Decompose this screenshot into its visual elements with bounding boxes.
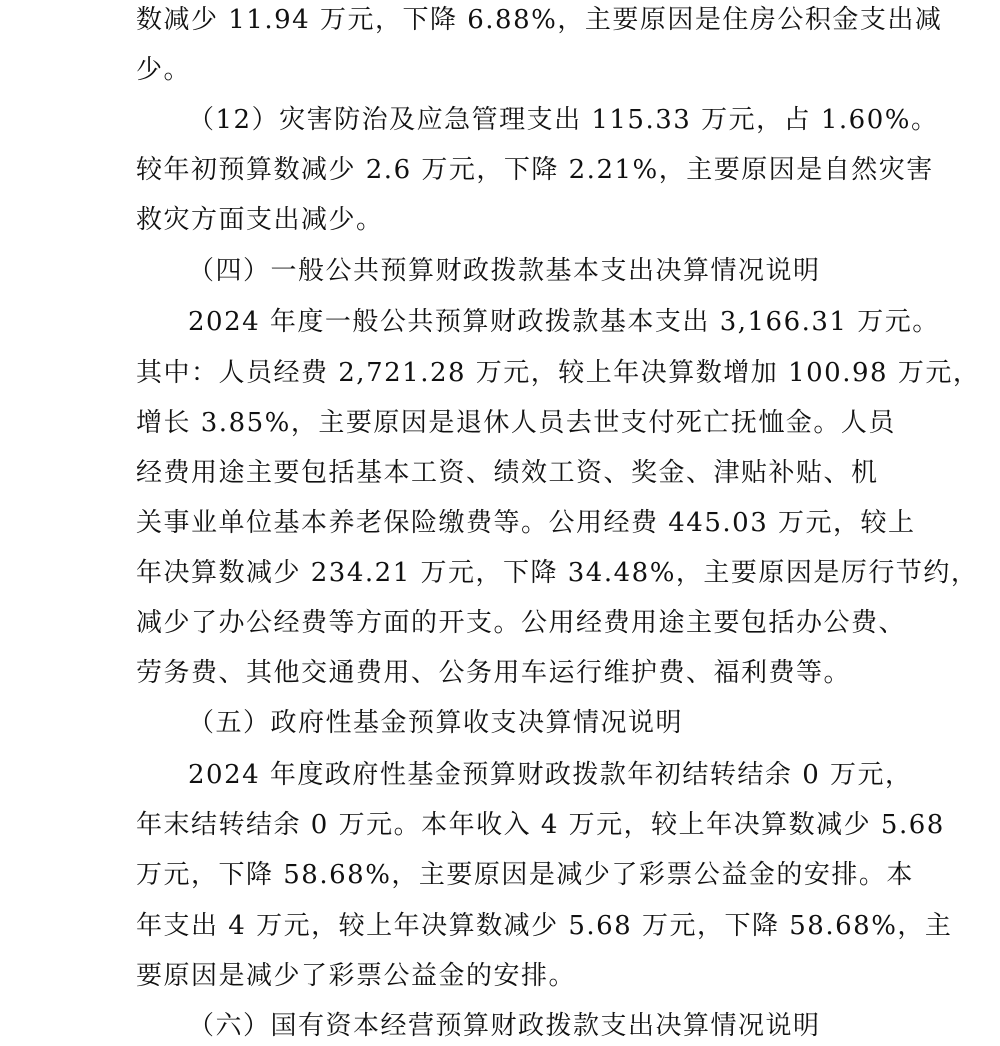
text-line: 2024 年度一般公共预算财政拨款基本支出 3,166.31 万元。 [188,307,940,337]
text-line: 减少了办公经费等方面的开支。公用经费用途主要包括办公费、 [136,608,907,638]
text-line: 万元，下降 58.68%，主要原因是减少了彩票公益金的安排。本 [136,860,914,890]
text-line: 2024 年度政府性基金预算财政拨款年初结转结余 0 万元， [188,760,913,790]
text-line: 较年初预算数减少 2.6 万元，下降 2.21%，主要原因是自然灾害 [136,155,934,185]
text-line: 其中：人员经费 2,721.28 万元，较上年决算数增加 100.98 万元， [136,358,981,388]
text-line: 要原因是减少了彩票公益金的安排。 [136,961,577,991]
section-heading: （五）政府性基金预算收支决算情况说明 [188,708,684,738]
text-line: 关事业单位基本养老保险缴费等。公用经费 445.03 万元，较上 [136,508,916,538]
text-line: 劳务费、其他交通费用、公务用车运行维护费、福利费等。 [136,658,852,688]
text-line: 经费用途主要包括基本工资、绩效工资、奖金、津贴补贴、机 [136,458,879,488]
text-line: 年支出 4 万元，较上年决算数减少 5.68 万元，下降 58.68%，主 [136,911,953,941]
text-line: 年末结转结余 0 万元。本年收入 4 万元，较上年决算数减少 5.68 [136,810,945,840]
text-line: （12）灾害防治及应急管理支出 115.33 万元，占 1.60%。 [188,105,939,135]
text-line: 增长 3.85%，主要原因是退休人员去世支付死亡抚恤金。人员 [136,408,896,438]
section-heading: （四）一般公共预算财政拨款基本支出决算情况说明 [188,256,821,286]
section-heading: （六）国有资本经营预算财政拨款支出决算情况说明 [188,1011,821,1041]
text-line: 少。 [136,55,192,85]
text-line: 数减少 11.94 万元，下降 6.88%，主要原因是住房公积金支出减 [136,5,943,35]
text-line: 年决算数减少 234.21 万元，下降 34.48%，主要原因是厉行节约， [136,558,979,588]
text-line: 救灾方面支出减少。 [136,205,384,235]
